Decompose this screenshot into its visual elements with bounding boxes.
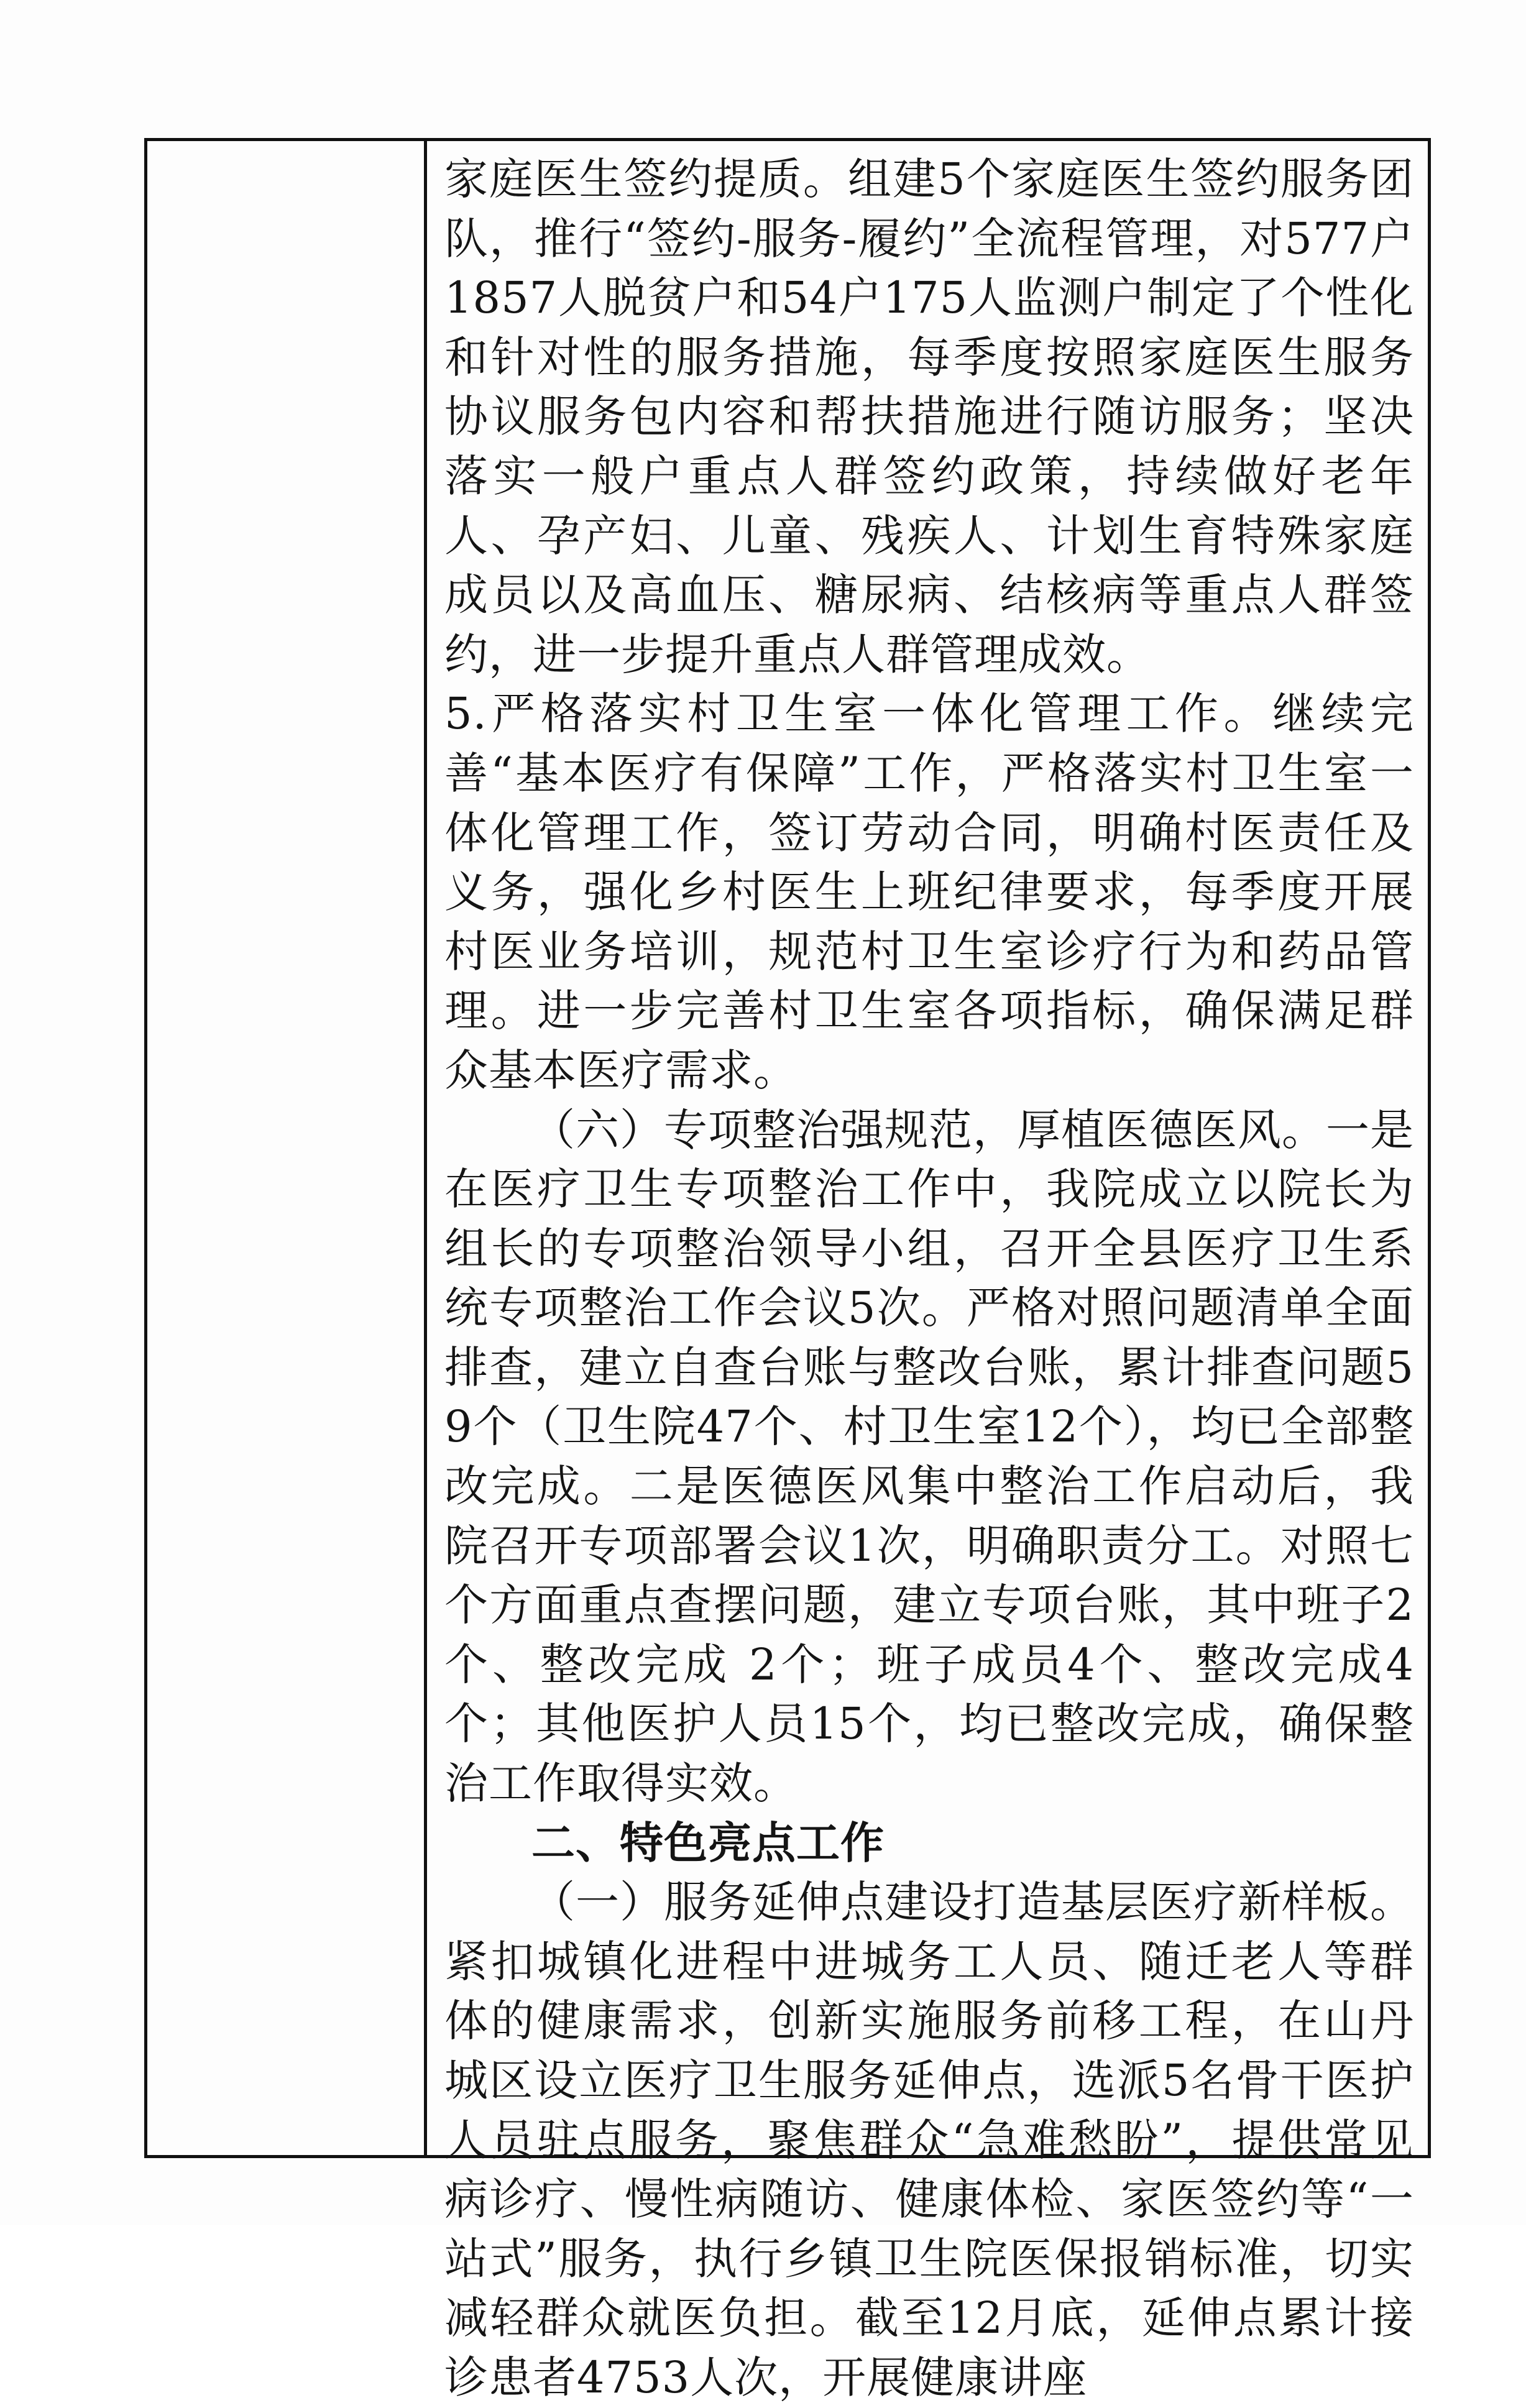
paragraph-service-extension-point: （一）服务延伸点建设打造基层医疗新样板。紧扣城镇化进程中进城务工人员、随迁老人等群体的健康需求，创新实施服务前移工程，在山丹城区设立医疗卫生服务延伸点，选派5名骨干医护人员驻点服务，聚焦群众“急难愁盼”，提供常见病诊疗、慢性病随访、健康体检、家医签约等“一站式”服务，执行乡镇卫生院医保报销标准，切实减轻群众就医负担。截至12月底，延伸点累计接诊患者4753人次，开展健康讲座 — [444, 1877, 1414, 2403]
section-heading-highlights: 二、特色亮点工作 — [531, 1817, 885, 1868]
table-content-cell — [427, 141, 1428, 2403]
table-label-column — [147, 141, 427, 2155]
paragraph-village-clinic-management: 5.严格落实村卫生室一体化管理工作。继续完善“基本医疗有保障”工作，严格落实村卫生室一体化管理工作，签订劳动合同，明确村医责任及义务，强化乡村医生上班纪律要求，每季度开展村医业务培训，规范村卫生室诊疗行为和药品管理。进一步完善村卫生室各项指标，确保满足群众基本医疗需求。 — [444, 688, 1414, 1096]
report-table — [144, 138, 1431, 2403]
paragraph-family-doctor-signing: 家庭医生签约提质。组建5个家庭医生签约服务团队，推行“签约-服务-履约”全流程管理，对577户1857人脱贫户和54户175人监测户制定了个性化和针对性的服务措施，每季度按照家庭医生服务协议服务包内容和帮扶措施进行随访服务；坚决落实一般户重点人群签约政策，持续做好老年人、孕产妇、儿童、残疾人、计划生育特殊家庭成员以及高血压、糖尿病、结核病等重点人群签约，进一步提升重点人群管理成效。 — [444, 154, 1414, 680]
paragraph-special-rectification: （六）专项整治强规范，厚植医德医风。一是在医疗卫生专项整治工作中，我院成立以院长为组长的专项整治领导小组，召开全县医疗卫生系统专项整治工作会议5次。严格对照问题清单全面排查，建立自查台账与整改台账，累计排查问题59个（卫生院47个、村卫生室12个），均已全部整改完成。二是医德医风集中整治工作启动后，我院召开专项部署会议1次，明确职责分工。对照七个方面重点查摆问题，建立专项台账，其中班子2个、整改完成 2个；班子成员4个、整改完成4个；其他医护人员15个，均已整改完成，确保整治工作取得实效。 — [444, 1104, 1414, 1809]
